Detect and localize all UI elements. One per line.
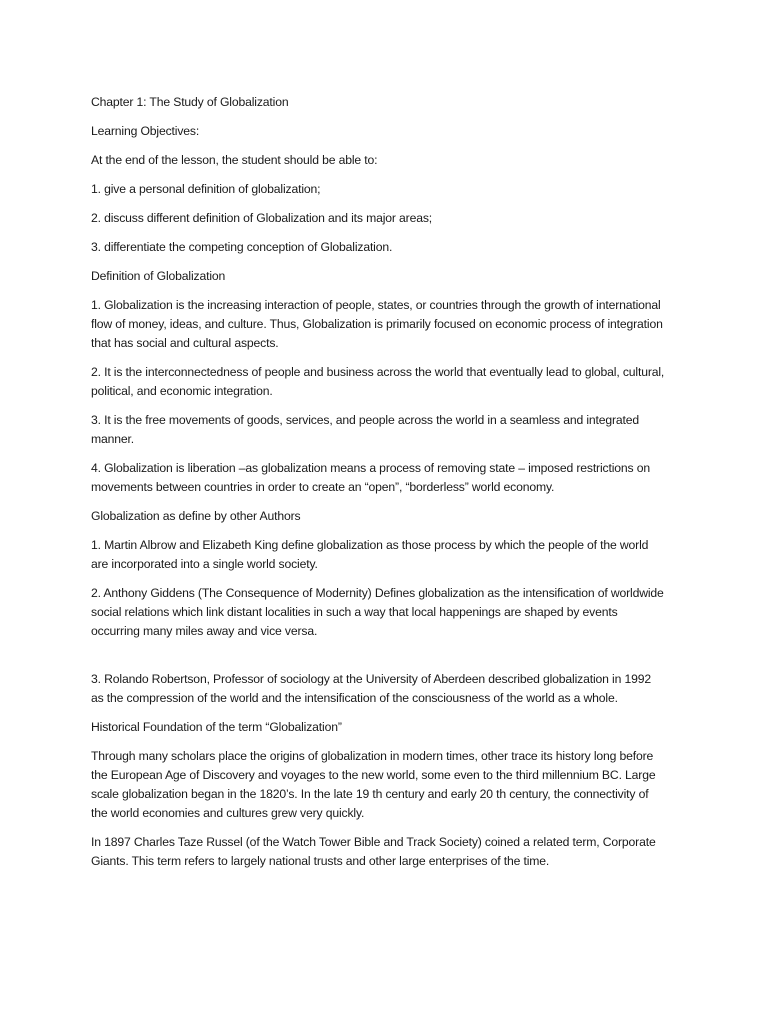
authors-heading: Globalization as define by other Authors [91, 509, 301, 523]
history-paragraph: In 1897 Charles Taze Russel (of the Watch Tower Bible and Track Society) coined a related term, Corporate Giants. This term refers to largely national trusts and other large enterprises of the time. [91, 835, 656, 868]
objectives-intro: At the end of the lesson, the student should be able to: [91, 153, 378, 167]
definition-item: 3. It is the free movements of goods, services, and people across the world in a seamless and integrated manner. [91, 413, 640, 446]
history-paragraph: Through many scholars place the origins of globalization in modern times, other trace its history long before the European Age of Discovery and voyages to the new world, some even to the third millennium BC. Large scale globalization began in the 1820’s. In the late 19 th century and early 20 th century, the connectivity of the world economies and cultures grew very quickly. [91, 749, 656, 820]
chapter-title: Chapter 1: The Study of Globalization [91, 95, 289, 109]
learning-objectives-heading: Learning Objectives: [91, 124, 200, 138]
definition-item: 1. Globalization is the increasing interaction of people, states, or countries through the growth of international flow of money, ideas, and culture. Thus, Globalization is primarily focused on economic process of integration that has social and cultural aspects. [91, 298, 663, 350]
author-definition-item: 3. Rolando Robertson, Professor of sociology at the University of Aberdeen described globalization in 1992 as the compression of the world and the intensification of the consciousness of the world as a whole. [91, 672, 651, 705]
author-definition-item: 1. Martin Albrow and Elizabeth King define globalization as those process by which the people of the world are incorporated into a single world society. [91, 538, 649, 571]
objective-item: 1. give a personal definition of globalization; [91, 182, 321, 196]
document-body [91, 93, 666, 881]
definition-item: 2. It is the interconnectedness of people and business across the world that eventually lead to global, cultural, political, and economic integration. [91, 365, 665, 398]
author-definition-item: 2. Anthony Giddens (The Consequence of Modernity) Defines globalization as the intensification of worldwide social relations which link distant localities in such a way that local happenings are shaped by events occurring many miles away and vice versa. [91, 586, 664, 638]
definition-heading: Definition of Globalization [91, 269, 226, 283]
definition-item: 4. Globalization is liberation –as globalization means a process of removing state – imposed restrictions on movements between countries in order to create an “open”, “borderless” world economy. [91, 461, 650, 494]
objective-item: 2. discuss different definition of Globalization and its major areas; [91, 211, 433, 225]
history-heading: Historical Foundation of the term “Globalization” [91, 720, 342, 734]
objective-item: 3. differentiate the competing conception of Globalization. [91, 240, 393, 254]
